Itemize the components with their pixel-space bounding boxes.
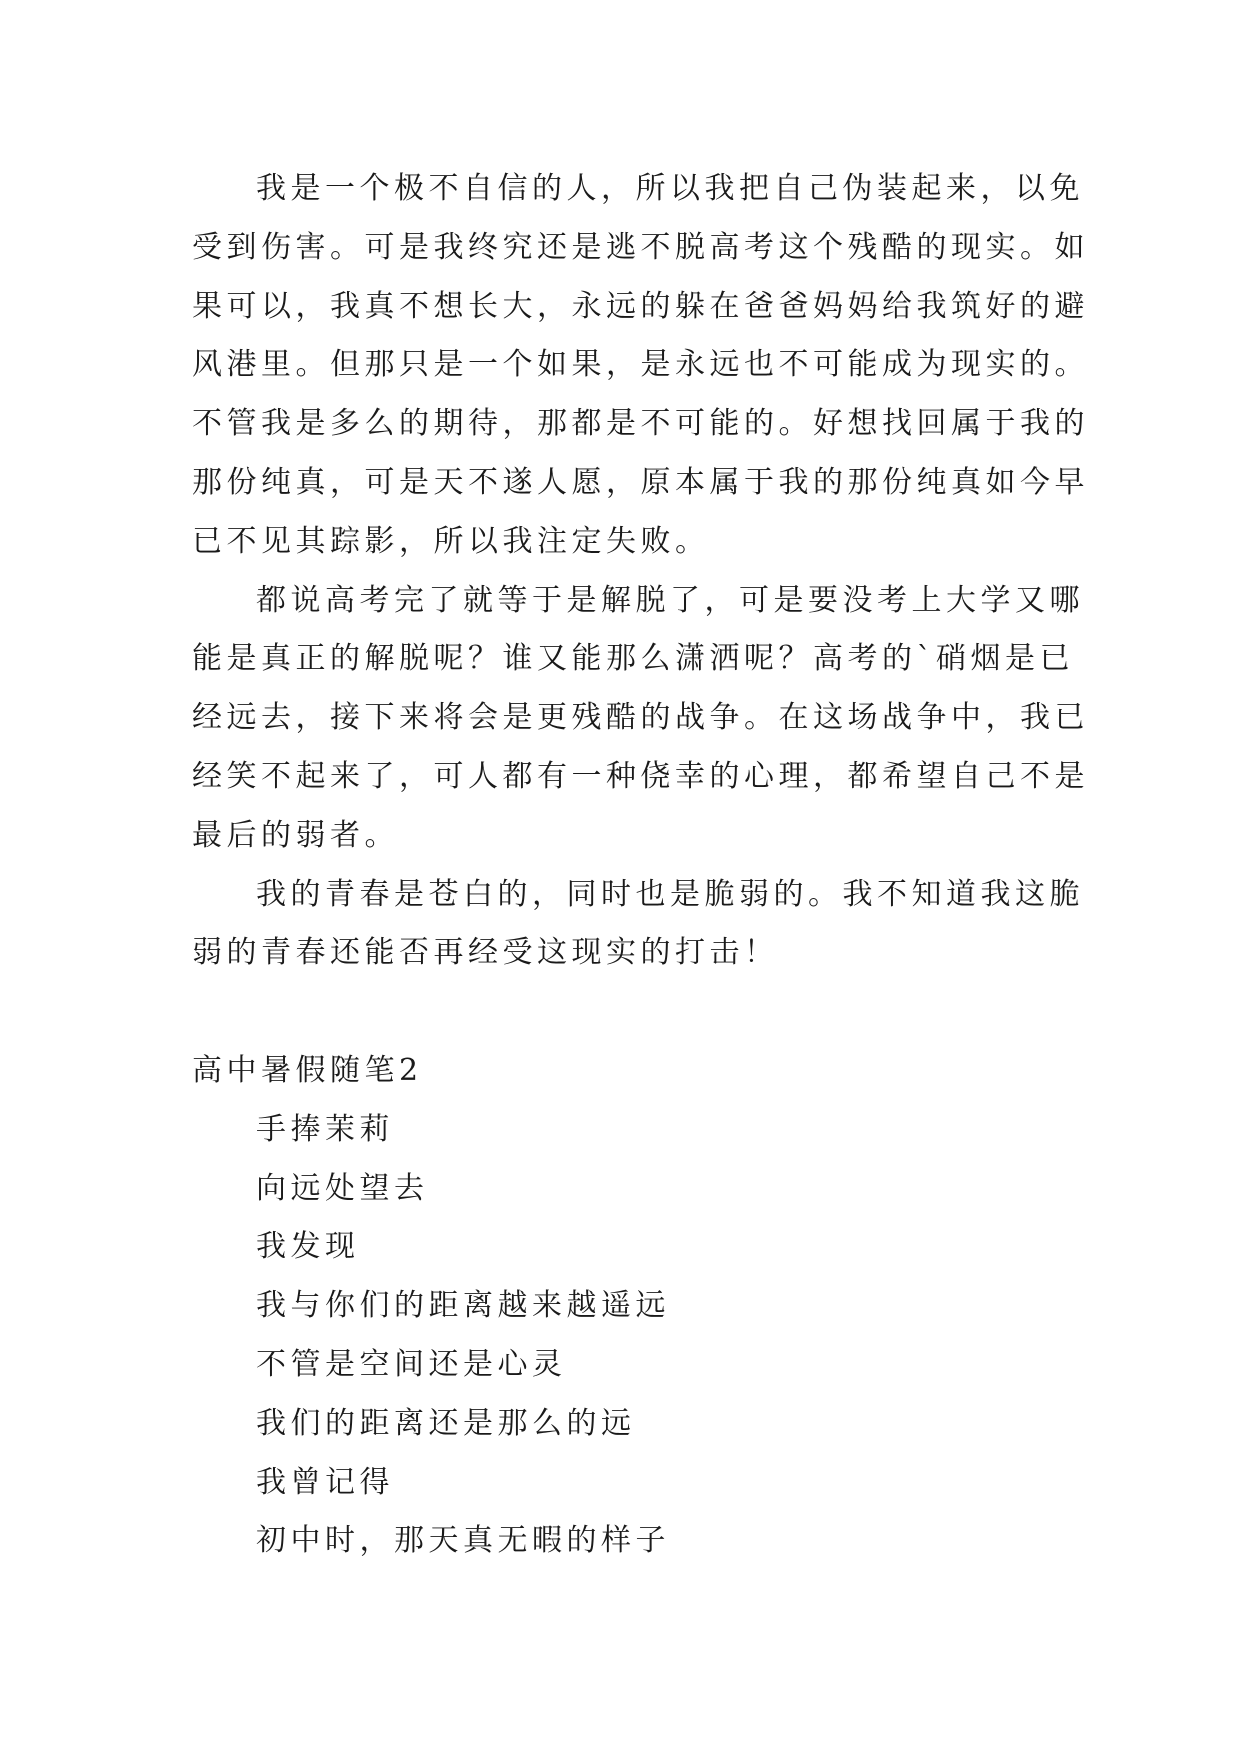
text-line: 那份纯真，可是天不遂人愿，原本属于我的那份纯真如今早 <box>192 464 1089 500</box>
poem-line: 我们的距离还是那么的远 <box>256 1405 636 1441</box>
text-line: 都说高考完了就等于是解脱了，可是要没考上大学又哪 <box>256 582 1084 618</box>
text-line: 我的青春是苍白的，同时也是脆弱的。我不知道我这脆 <box>256 876 1084 912</box>
text-line: 经笑不起来了，可人都有一种侥幸的心理，都希望自己不是 <box>192 758 1089 794</box>
document-body <box>192 160 1089 1571</box>
poem-line: 不管是空间还是心灵 <box>256 1346 567 1382</box>
text-line: 风港里。但那只是一个如果，是永远也不可能成为现实的。 <box>192 347 1089 383</box>
text-line: 受到伤害。可是我终究还是逃不脱高考这个残酷的现实。如 <box>192 229 1089 265</box>
poem-line: 我曾记得 <box>256 1464 394 1500</box>
text-line: 不管我是多么的期待，那都是不可能的。好想找回属于我的 <box>192 406 1089 442</box>
poem-line: 初中时，那天真无暇的样子 <box>256 1523 670 1559</box>
text-line: 我是一个极不自信的人，所以我把自己伪装起来，以免 <box>256 171 1084 206</box>
paragraph-1 <box>192 160 1089 572</box>
text-line: 已不见其踪影，所以我注定失败。 <box>192 523 710 559</box>
text-line: 能是真正的解脱呢？谁又能那么潇洒呢？高考的`硝烟是已 <box>192 641 1074 677</box>
paragraph-2 <box>192 572 1089 866</box>
poem-line: 向远处望去 <box>256 1170 429 1206</box>
poem <box>192 1101 1067 1571</box>
section-spacer <box>192 983 1067 1042</box>
text-line: 果可以，我真不想长大，永远的躲在爸爸妈妈给我筑好的避 <box>192 288 1089 324</box>
text-line: 经远去，接下来将会是更残酷的战争。在这场战争中，我已 <box>192 700 1089 736</box>
poem-line: 手捧茉莉 <box>256 1111 394 1147</box>
section-title: 高中暑假随笔2 <box>192 1052 423 1088</box>
poem-line: 我与你们的距离越来越遥远 <box>256 1288 670 1324</box>
text-line: 弱的青春还能否再经受这现实的打击！ <box>192 935 779 971</box>
paragraph-3 <box>192 866 1084 984</box>
poem-line: 我发现 <box>256 1229 360 1265</box>
text-line: 最后的弱者。 <box>192 817 399 853</box>
